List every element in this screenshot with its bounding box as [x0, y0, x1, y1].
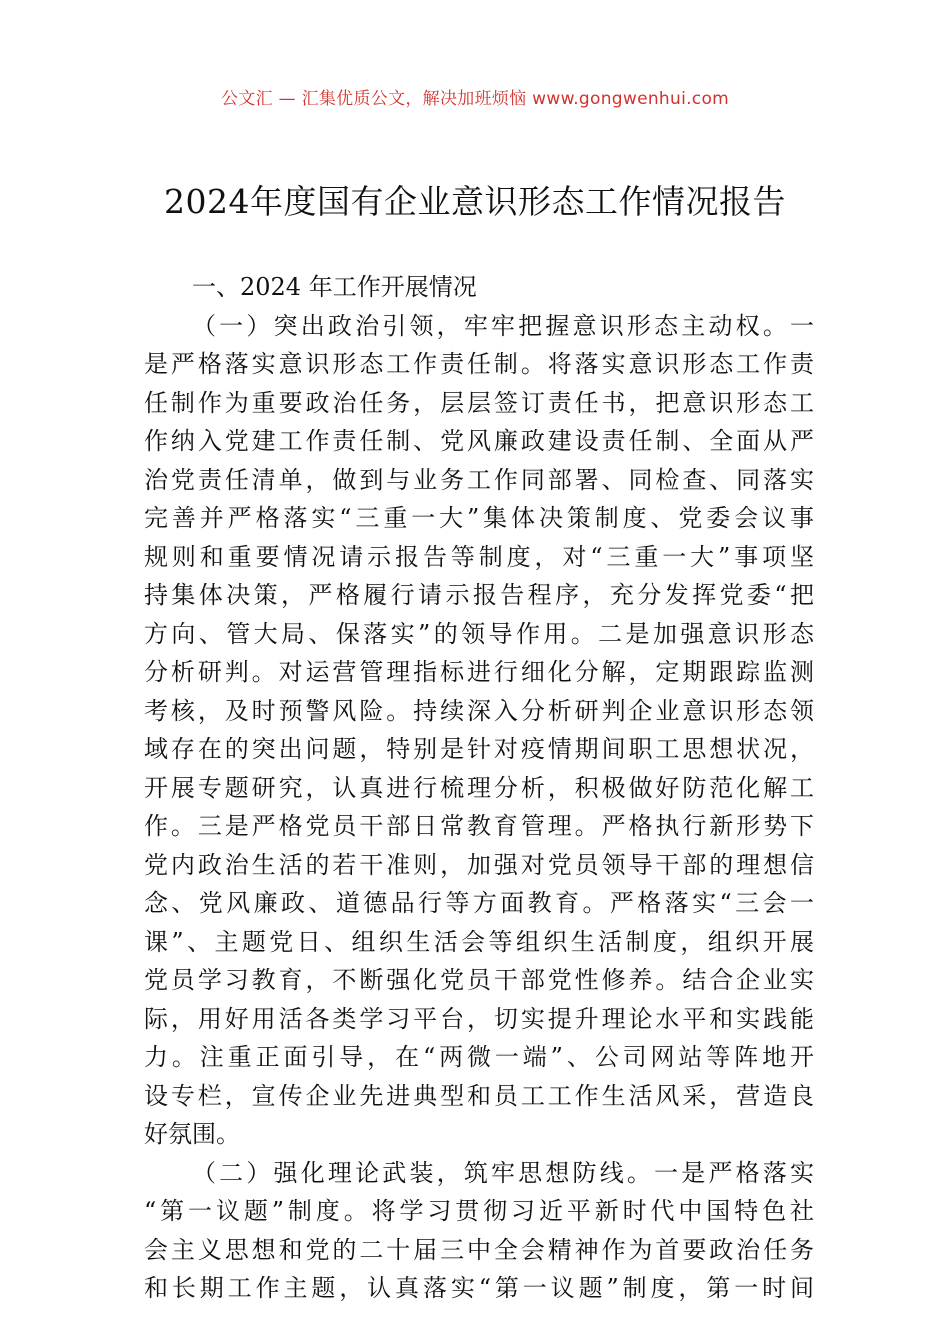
paragraph-line: “第一议题”制度。将学习贯彻习近平新时代中国特色社 [144, 1197, 814, 1225]
paragraph-line: 力。注重正面引导，在“两微一端”、公司网站等阵地开 [144, 1043, 814, 1071]
paragraph-line: 完善并严格落实“三重一大”集体决策制度、党委会议事 [144, 504, 814, 532]
paragraph-line: 念、党风廉政、道德品行等方面教育。严格落实“三会一 [144, 889, 814, 917]
section-heading: 一、2024 年工作开展情况 [192, 273, 477, 301]
paragraph-line: 规则和重要情况请示报告等制度，对“三重一大”事项坚 [144, 542, 814, 571]
paragraph-line: 治党责任清单，做到与业务工作同部署、同检查、同落实 [144, 465, 814, 494]
paragraph-line: （二）强化理论武装，筑牢思想防线。一是严格落实 [192, 1158, 814, 1187]
paragraph-line: 方向、管大局、保落实”的领导作用。二是加强意识形态 [144, 619, 814, 648]
paragraph-line: 是严格落实意识形态工作责任制。将落实意识形态工作责 [144, 350, 814, 378]
paragraph-line: 域存在的突出问题，特别是针对疫情期间职工思想状况， [144, 735, 814, 763]
paragraph-line: 和长期工作主题，认真落实“第一议题”制度，第一时间 [144, 1274, 814, 1302]
paragraph-line: 好氛围。 [144, 1120, 240, 1148]
paragraph-line: 际，用好用活各类学习平台，切实提升理论水平和实践能 [144, 1004, 814, 1033]
paragraph-line: 任制作为重要政治任务，层层签订责任书，把意识形态工 [144, 388, 814, 417]
paragraph-line: 开展专题研究，认真进行梳理分析，积极做好防范化解工 [144, 773, 814, 802]
paragraph-line: 分析研判。对运营管理指标进行细化分解，定期跟踪监测 [144, 658, 814, 686]
paragraph-line: 课”、主题党日、组织生活会等组织生活制度，组织开展 [144, 927, 814, 956]
document-body [144, 268, 814, 1308]
header-banner: 公文汇 — 汇集优质公文，解决加班烦恼 www.gongwenhui.com [220, 89, 730, 109]
paragraph-line: 作纳入党建工作责任制、党风廉政建设责任制、全面从严 [144, 427, 814, 455]
paragraph-line: 作。三是严格党员干部日常教育管理。严格执行新形势下 [144, 812, 814, 840]
paragraph-line: 设专栏，宣传企业先进典型和员工工作生活风采，营造良 [144, 1081, 814, 1110]
paragraph-line: （一）突出政治引领，牢牢把握意识形态主动权。一 [192, 311, 814, 340]
paragraph-line: 党员学习教育，不断强化党员干部党性修养。结合企业实 [144, 966, 814, 994]
document-title: 2024年度国有企业意识形态工作情况报告 [164, 182, 786, 221]
paragraph-line: 会主义思想和党的二十届三中全会精神作为首要政治任务 [144, 1235, 814, 1264]
paragraph-line: 考核，及时预警风险。持续深入分析研判企业意识形态领 [144, 696, 814, 725]
paragraph-line: 持集体决策，严格履行请示报告程序，充分发挥党委“把 [144, 581, 814, 609]
paragraph-line: 党内政治生活的若干准则，加强对党员领导干部的理想信 [144, 850, 814, 879]
